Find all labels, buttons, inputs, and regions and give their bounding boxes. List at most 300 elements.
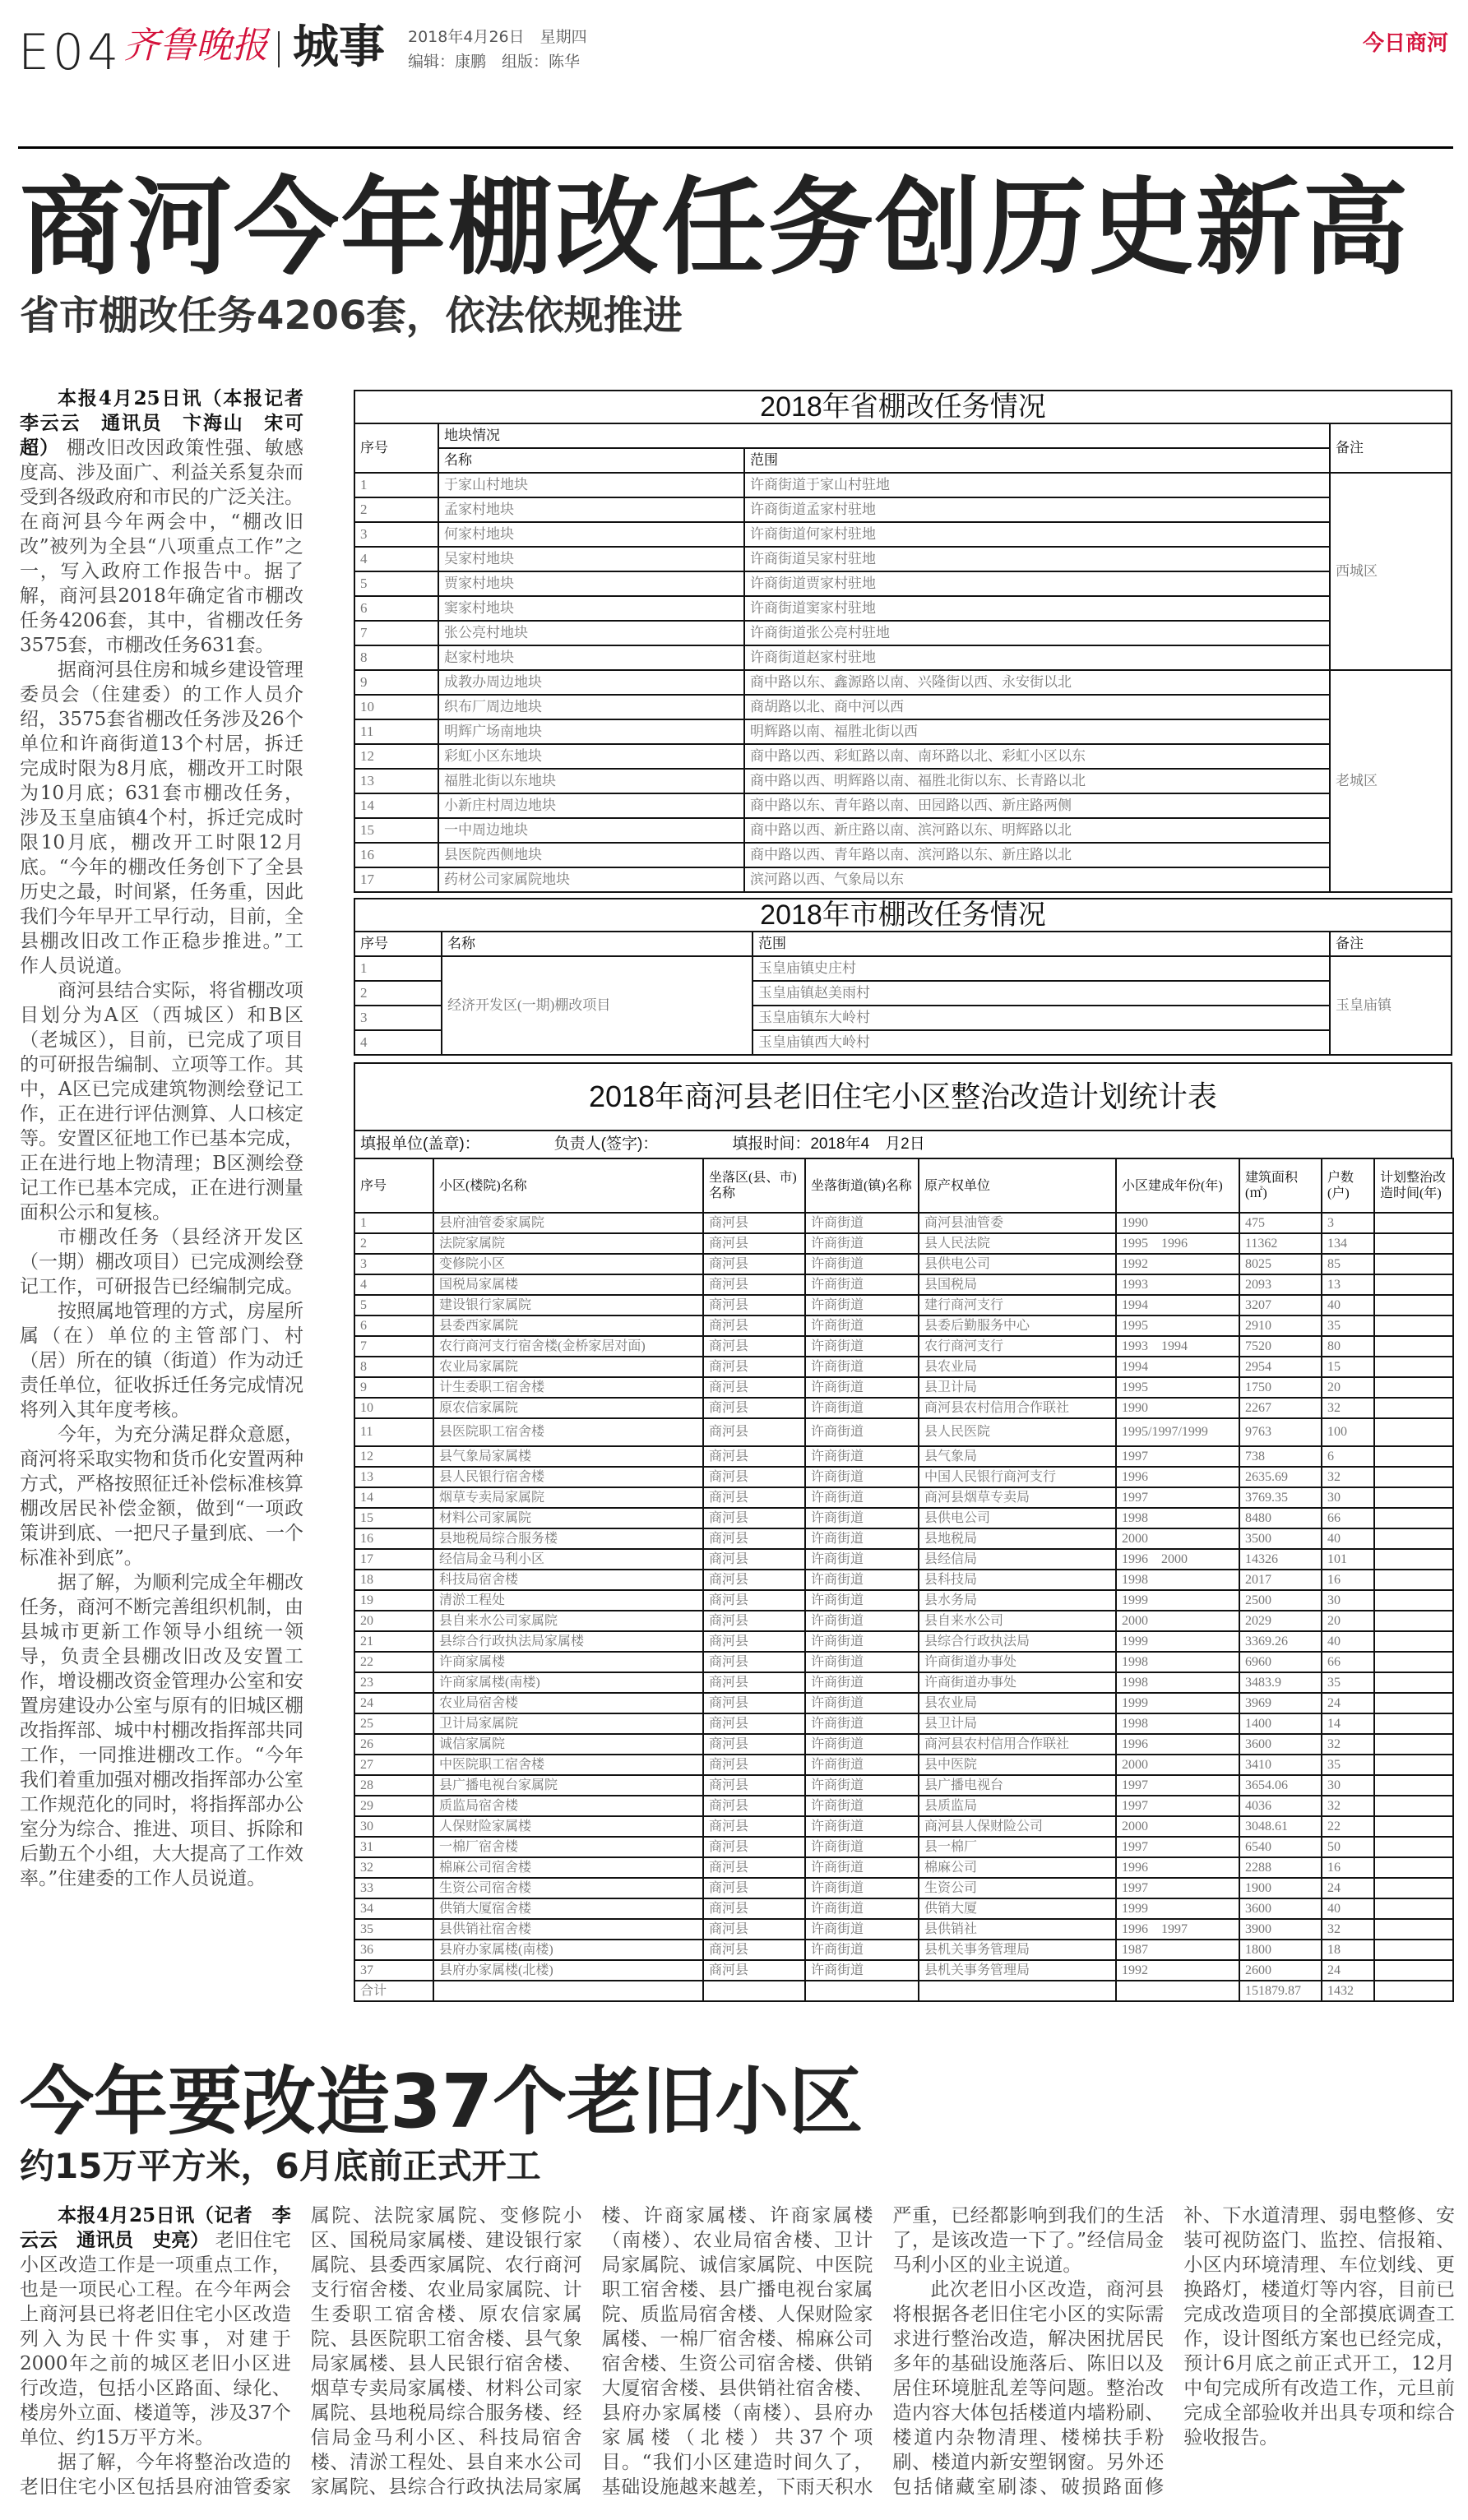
table-row [354, 1295, 1453, 1315]
cell [1374, 1713, 1453, 1734]
cell: 1997 [1116, 1796, 1239, 1816]
cell: 商河县 [703, 1398, 805, 1418]
cell: 24 [1322, 1960, 1374, 1981]
table-row [354, 793, 1452, 818]
cell: 商河县 [703, 1487, 805, 1508]
cell: 10 [354, 695, 438, 719]
cell: 许商街道 [805, 1919, 919, 1940]
cell: 县地税局 [919, 1528, 1116, 1549]
cell: 30 [1322, 1775, 1374, 1796]
cell: 1995/1997/1999 [1116, 1418, 1239, 1446]
cell: 商河县 [703, 1631, 805, 1652]
cell: 许商街道贾家村驻地 [744, 571, 1330, 596]
cell [1374, 1570, 1453, 1590]
cell: 玉皇庙镇史庄村 [753, 956, 1330, 981]
table-row [354, 1919, 1453, 1940]
cell: 县一棉厂 [919, 1837, 1116, 1857]
cell: 商河县人保财险公司 [919, 1816, 1116, 1837]
cell [1374, 1898, 1453, 1919]
cell: 32 [354, 1857, 433, 1878]
cell [703, 1981, 805, 2001]
cell: 15 [1322, 1357, 1374, 1377]
cell: 2 [354, 497, 438, 522]
cell: 县国税局 [919, 1274, 1116, 1295]
cell: 许商街道 [805, 1775, 919, 1796]
cell: 35 [1322, 1755, 1374, 1775]
table-row [354, 1611, 1453, 1631]
article-2-body [20, 2203, 1455, 2499]
cell: 2000 [1116, 1755, 1239, 1775]
cell: 3600 [1239, 1898, 1322, 1919]
table-row [354, 1213, 1453, 1233]
cell: 窦家村地块 [438, 596, 744, 621]
table-row [354, 695, 1452, 719]
cell: 商河县 [703, 1549, 805, 1570]
cell [1374, 1233, 1453, 1254]
cell: 20 [1322, 1611, 1374, 1631]
table-row [354, 843, 1452, 867]
cell: 县人民银行宿舍楼 [433, 1467, 703, 1487]
cell [1374, 1315, 1453, 1336]
cell: 许商街道吴家村驻地 [744, 547, 1330, 571]
cell: 2267 [1239, 1398, 1322, 1418]
cell: 棉麻公司 [919, 1857, 1116, 1878]
cell: 101 [1322, 1549, 1374, 1570]
cell: 3369.26 [1239, 1631, 1322, 1652]
cell: 商河县 [703, 1315, 805, 1336]
cell: 16 [354, 843, 438, 867]
table-row [354, 744, 1452, 769]
cell: 1994 [1116, 1357, 1239, 1377]
cell: 卫计局家属院 [433, 1713, 703, 1734]
table-row [354, 1377, 1453, 1398]
cell: 40 [1322, 1898, 1374, 1919]
cell: 475 [1239, 1213, 1322, 1233]
cell: 中医院职工宿舍楼 [433, 1755, 703, 1775]
cell: 13 [354, 769, 438, 793]
cell: 县医院西侧地块 [438, 843, 744, 867]
cell: 商河县 [703, 1796, 805, 1816]
cell [1374, 1467, 1453, 1487]
cell: 商河县 [703, 1213, 805, 1233]
cell: 县供销社宿舍楼 [433, 1919, 703, 1940]
cell: 织布厂周边地块 [438, 695, 744, 719]
paragraph [20, 1570, 303, 1891]
col-header: 建筑面积(㎡) [1239, 1158, 1322, 1213]
cell [1374, 1295, 1453, 1315]
paragraph-text: 按照属地管理的方式，房屋所属（在）单位的主管部门、村（居）所在的镇（街道）作为动迁责任单位，征收拆迁任务完成情况将列入其年度考核。 [20, 1301, 303, 1421]
cell [1374, 1919, 1453, 1940]
cell [1374, 1672, 1453, 1693]
cell: 许商街道 [805, 1357, 919, 1377]
cell: 商河县 [703, 1693, 805, 1713]
cell: 贾家村地块 [438, 571, 744, 596]
cell: 商河县 [703, 1418, 805, 1446]
cell: 1992 [1116, 1960, 1239, 1981]
cell: 许商街道 [805, 1377, 919, 1398]
cell: 许商街道何家村驻地 [744, 522, 1330, 547]
table-row [354, 1940, 1453, 1960]
cell: 人保财险家属楼 [433, 1816, 703, 1837]
cell: 许商街道 [805, 1816, 919, 1837]
cell: 成教办周边地块 [438, 670, 744, 695]
cell: 于家山村地块 [438, 473, 744, 497]
cell: 1750 [1239, 1377, 1322, 1398]
paragraph-text: 据商河县住房和城乡建设管理委员会（住建委）的工作人员介绍，3575套省棚改任务涉及26个单位和许商街道13个村居，拆迁完成时限为8月底，棚改开工时限为10月底；631套市棚改任务，涉及玉皇庙镇4个村，拆迁完成时限10月底，棚改开工时限12月底。“今年的棚改任务创下了全县历史之最，时间紧，任务重，因此我们今年早开工早行动，目前，全县棚改旧改工作正稳步推进。”工作人员说道。 [20, 659, 303, 977]
cell [1374, 1357, 1453, 1377]
cell: 3207 [1239, 1295, 1322, 1315]
cell: 3 [354, 1006, 442, 1030]
cell [1374, 1446, 1453, 1467]
table-row [354, 1837, 1453, 1857]
cell: 商河县 [703, 1336, 805, 1357]
cell: 1998 [1116, 1672, 1239, 1693]
cell: 1997 [1116, 1446, 1239, 1467]
cell: 24 [354, 1693, 433, 1713]
cell: 14 [354, 1487, 433, 1508]
cell [1374, 1755, 1453, 1775]
cell: 商河县 [703, 1528, 805, 1549]
cell: 农业局宿舍楼 [433, 1693, 703, 1713]
cell: 许商街道 [805, 1652, 919, 1672]
cell: 县自来水公司家属院 [433, 1611, 703, 1631]
cell: 县自来水公司 [919, 1611, 1116, 1631]
cell: 7 [354, 1336, 433, 1357]
cell: 吴家村地块 [438, 547, 744, 571]
note-cell: 玉皇庙镇 [1330, 956, 1452, 1055]
cell: 许商街道 [805, 1233, 919, 1254]
table-row [354, 1898, 1453, 1919]
cell: 商中路以西、明辉路以南、福胜北街以东、长青路以北 [744, 769, 1330, 793]
cell: 县人民医院 [919, 1418, 1116, 1446]
cell: 明辉广场南地块 [438, 719, 744, 744]
cell: 商河县烟草专卖局 [919, 1487, 1116, 1508]
cell: 许商街道 [805, 1549, 919, 1570]
cell: 商河县 [703, 1652, 805, 1672]
col-header: 坐落区(县、市)名称 [703, 1158, 805, 1213]
cell: 6540 [1239, 1837, 1322, 1857]
cell: 县气象局 [919, 1446, 1116, 1467]
cell: 商中路以东、青年路以南、田园路以西、新庄路两侧 [744, 793, 1330, 818]
table-row [354, 522, 1452, 547]
cell: 何家村地块 [438, 522, 744, 547]
cell: 许商街道 [805, 1693, 919, 1713]
cell: 商中路以西、彩虹路以南、南环路以北、彩虹小区以东 [744, 744, 1330, 769]
cell: 4036 [1239, 1796, 1322, 1816]
cell: 许商街道 [805, 1713, 919, 1734]
cell: 6 [354, 1315, 433, 1336]
cell: 材料公司家属院 [433, 1508, 703, 1528]
paragraph-text: 市棚改任务（县经济开发区（一期）棚改项目）已完成测绘登记工作，可研报告已经编制完成。 [20, 1227, 303, 1297]
cell: 商河县 [703, 1254, 805, 1274]
cell: 8480 [1239, 1508, 1322, 1528]
cell: 3 [354, 522, 438, 547]
cell: 一中周边地块 [438, 818, 744, 843]
cell: 738 [1239, 1446, 1322, 1467]
cell: 2600 [1239, 1960, 1322, 1981]
cell: 1998 [1116, 1713, 1239, 1734]
table-row [354, 547, 1452, 571]
cell: 2029 [1239, 1611, 1322, 1631]
cell: 科技局宿舍楼 [433, 1570, 703, 1590]
cell: 张公亮村地块 [438, 621, 744, 645]
paragraph [20, 1422, 303, 1570]
cell: 40 [1322, 1631, 1374, 1652]
cell: 3048.61 [1239, 1816, 1322, 1837]
cell: 85 [1322, 1254, 1374, 1274]
cell: 9 [354, 1377, 433, 1398]
cell: 2 [354, 1233, 433, 1254]
cell: 许商街道 [805, 1295, 919, 1315]
table-row [354, 1398, 1453, 1418]
cell: 30 [1322, 1487, 1374, 1508]
paragraph [20, 2203, 291, 2450]
cell: 1900 [1239, 1878, 1322, 1898]
table-row [354, 1631, 1453, 1652]
cell: 质监局宿舍楼 [433, 1796, 703, 1816]
headline-2: 今年要改造37个老旧小区 [20, 2059, 864, 2145]
cell: 8 [354, 1357, 433, 1377]
cell: 3654.06 [1239, 1775, 1322, 1796]
cell: 1999 [1116, 1693, 1239, 1713]
cell: 法院家属院 [433, 1233, 703, 1254]
cell: 3900 [1239, 1919, 1322, 1940]
cell: 县综合行政执法局家属楼 [433, 1631, 703, 1652]
cell: 商河县 [703, 1816, 805, 1837]
cell: 烟草专卖局家属院 [433, 1487, 703, 1508]
table-row [354, 1857, 1453, 1878]
cell: 许商街道 [805, 1274, 919, 1295]
cell: 32 [1322, 1467, 1374, 1487]
cell: 22 [1322, 1816, 1374, 1837]
cell: 计生委职工宿舍楼 [433, 1377, 703, 1398]
cell: 18 [1322, 1940, 1374, 1960]
cell: 35 [1322, 1315, 1374, 1336]
col-header: 名称 [442, 932, 753, 956]
cell: 1990 [1116, 1213, 1239, 1233]
cell: 1 [354, 1213, 433, 1233]
cell: 1996 [1116, 1734, 1239, 1755]
cell: 县气象局家属楼 [433, 1446, 703, 1467]
col-header: 序号 [354, 423, 438, 473]
table-title: 2018年市棚改任务情况 [354, 899, 1452, 932]
cell: 农业局家属院 [433, 1357, 703, 1377]
cell: 1999 [1116, 1631, 1239, 1652]
cell: 2000 [1116, 1611, 1239, 1631]
cell: 23 [354, 1672, 433, 1693]
total-row [354, 1981, 1453, 2001]
paragraph-text: 此次老旧小区改造，商河县将根据各老旧住宅小区的实际需求进行整治改造，解决困扰居民多年的基础设施落后、陈旧以及居住环境脏乱差等问题。整治改造内容大体包括楼道内墙粉刷、楼道内杂物清理、楼梯扶手粉刷、楼道内新安塑钢窗。另外还包括储藏室刷漆、破损路面修补、下水道清理、弱电整修、安装可视防盗门、监控、信报箱、小区内环境清理、车位划线、更换路灯，楼道灯等内容，目前已完成改造项目的全部摸底调查工作，设计图纸方案也已经完成，预计6月底之前正式开工，12月中旬完成所有改造工作，元旦前完成全部验收并出具专项和综合验收报告。 [892, 2205, 1455, 2498]
cell: 许商家属楼(南楼) [433, 1672, 703, 1693]
column-label: 今日商河 [1362, 31, 1448, 56]
cell: 县供销社 [919, 1919, 1116, 1940]
cell: 赵家村地块 [438, 645, 744, 670]
cell: 1400 [1239, 1713, 1322, 1734]
cell: 15 [354, 818, 438, 843]
header-rule [18, 146, 1453, 149]
paragraph [20, 1225, 303, 1299]
cell: 商河县 [703, 1233, 805, 1254]
cell: 32 [1322, 1734, 1374, 1755]
cell: 商河县 [703, 1713, 805, 1734]
cell: 15 [354, 1508, 433, 1528]
cell: 6960 [1239, 1652, 1322, 1672]
cell [1374, 1837, 1453, 1857]
col-header: 坐落街道(镇)名称 [805, 1158, 919, 1213]
col-header: 范围 [744, 448, 1330, 473]
cell: 县农业局 [919, 1357, 1116, 1377]
cell: 滨河路以西、气象局以东 [744, 867, 1330, 892]
cell: 县质监局 [919, 1796, 1116, 1816]
cell: 许商街道孟家村驻地 [744, 497, 1330, 522]
paragraph-text: 老旧住宅小区改造工作是一项重点工作，也是一项民心工程。在今年两会上商河县已将老旧住宅小区改造列入为民十件实事，对建于2000年之前的城区老旧小区进行改造，包括小区路面、绿化、楼房外立面、楼道等，涉及37个单位、约15万平方米。 [20, 2230, 291, 2448]
cell: 许商街道 [805, 1570, 919, 1590]
cell: 2910 [1239, 1315, 1322, 1336]
cell: 商河县农村信用合作联社 [919, 1398, 1116, 1418]
table-row [354, 1508, 1453, 1528]
cell [1374, 1487, 1453, 1508]
cell: 国税局家属楼 [433, 1274, 703, 1295]
cell: 32 [1322, 1398, 1374, 1418]
cell: 26 [354, 1734, 433, 1755]
col-header: 备注 [1330, 423, 1452, 473]
cell: 县供电公司 [919, 1508, 1116, 1528]
col-header: 备注 [1330, 932, 1452, 956]
cell: 17 [354, 867, 438, 892]
cell: 县中医院 [919, 1755, 1116, 1775]
cell: 19 [354, 1590, 433, 1611]
old-residential-renovation-table [354, 1062, 1452, 2002]
section-title: 城事 [293, 21, 385, 74]
cell [1374, 1336, 1453, 1357]
cell: 11362 [1239, 1233, 1322, 1254]
cell: 县委后勤服务中心 [919, 1315, 1116, 1336]
fill-info [354, 1130, 1452, 1158]
cell [805, 1981, 919, 2001]
cell: 25 [354, 1713, 433, 1734]
cell: 13 [354, 1467, 433, 1487]
cell: 6 [1322, 1446, 1374, 1467]
paragraph [20, 978, 303, 1225]
cell: 1993 1994 [1116, 1336, 1239, 1357]
table-title: 2018年商河县老旧住宅小区整治改造计划统计表 [354, 1064, 1452, 1130]
cell: 4 [354, 1274, 433, 1295]
cell: 1996 2000 [1116, 1549, 1239, 1570]
cell: 玉皇庙镇赵美雨村 [753, 981, 1330, 1006]
cell: 商中路以西、新庄路以南、滨河路以东、明辉路以北 [744, 818, 1330, 843]
cell: 县机关事务管理局 [919, 1940, 1116, 1960]
table-row [354, 1775, 1453, 1796]
cell: 县委西家属院 [433, 1315, 703, 1336]
cell: 许商街道 [805, 1878, 919, 1898]
cell [1116, 1981, 1239, 2001]
cell: 商河县 [703, 1878, 805, 1898]
subheadline-2: 约15万平方米，6月底前正式开工 [20, 2146, 541, 2186]
cell: 县府油管委家属院 [433, 1213, 703, 1233]
cell: 县机关事务管理局 [919, 1960, 1116, 1981]
fill-person: 负责人(签字)： [553, 1135, 659, 1153]
cell: 许商街道 [805, 1940, 919, 1960]
cell: 许商街道 [805, 1336, 919, 1357]
fill-time: 填报时间：2018年4 月2日 [732, 1135, 925, 1153]
table-row [354, 1652, 1453, 1672]
total-area: 151879.87 [1239, 1981, 1322, 2001]
cell: 商河县 [703, 1508, 805, 1528]
cell: 24 [1322, 1693, 1374, 1713]
cell: 4 [354, 547, 438, 571]
col-header: 范围 [753, 932, 1330, 956]
table-row [354, 1254, 1453, 1274]
cell: 县卫计局 [919, 1377, 1116, 1398]
cell: 3769.35 [1239, 1487, 1322, 1508]
cell: 30 [354, 1816, 433, 1837]
cell: 商河县 [703, 1940, 805, 1960]
cell: 县经信局 [919, 1549, 1116, 1570]
table-row [354, 1734, 1453, 1755]
cell: 商河县 [703, 1467, 805, 1487]
cell: 商中路以东、鑫源路以南、兴隆街以西、永安街以北 [744, 670, 1330, 695]
cell: 1997 [1116, 1837, 1239, 1857]
newspaper-logo: 齐鲁晚报 [123, 25, 268, 67]
cell: 许商街道 [805, 1508, 919, 1528]
cell: 1995 1996 [1116, 1233, 1239, 1254]
cell [1374, 1631, 1453, 1652]
cell: 1 [354, 956, 442, 981]
cell: 经信局金马利小区 [433, 1549, 703, 1570]
cell: 商河县 [703, 1570, 805, 1590]
cell: 14326 [1239, 1549, 1322, 1570]
cell: 县广播电视台 [919, 1775, 1116, 1796]
cell: 县水务局 [919, 1590, 1116, 1611]
cell: 许商街道 [805, 1315, 919, 1336]
cell: 明辉路以南、福胜北街以西 [744, 719, 1330, 744]
cell [919, 1981, 1116, 2001]
cell: 8025 [1239, 1254, 1322, 1274]
cell: 县综合行政执法局 [919, 1631, 1116, 1652]
cell: 3500 [1239, 1528, 1322, 1549]
note-cell: 老城区 [1330, 670, 1452, 892]
cell: 17 [354, 1549, 433, 1570]
cell [1374, 1734, 1453, 1755]
cell: 商河县 [703, 1274, 805, 1295]
cell: 变修院小区 [433, 1254, 703, 1274]
col-header: 序号 [354, 932, 442, 956]
cell [1374, 1398, 1453, 1418]
cell: 商河县 [703, 1446, 805, 1467]
table-row [354, 1590, 1453, 1611]
cell: 商河县 [703, 1734, 805, 1755]
cell: 许商家属楼 [433, 1652, 703, 1672]
cell: 9 [354, 670, 438, 695]
cell [1374, 1590, 1453, 1611]
cell: 1 [354, 473, 438, 497]
cell [1374, 1528, 1453, 1549]
cell: 1996 1997 [1116, 1919, 1239, 1940]
cell: 诚信家属院 [433, 1734, 703, 1755]
note-cell: 西城区 [1330, 473, 1452, 670]
total-label: 合计 [354, 1981, 433, 2001]
cell: 许商街道 [805, 1837, 919, 1857]
table-row [354, 1755, 1453, 1775]
cell: 1999 [1116, 1590, 1239, 1611]
table-row [354, 1446, 1453, 1467]
paragraph [20, 386, 322, 658]
table-row [354, 670, 1452, 695]
cell: 12 [354, 1446, 433, 1467]
cell: 66 [1322, 1508, 1374, 1528]
cell: 35 [1322, 1672, 1374, 1693]
cell: 3 [354, 1254, 433, 1274]
